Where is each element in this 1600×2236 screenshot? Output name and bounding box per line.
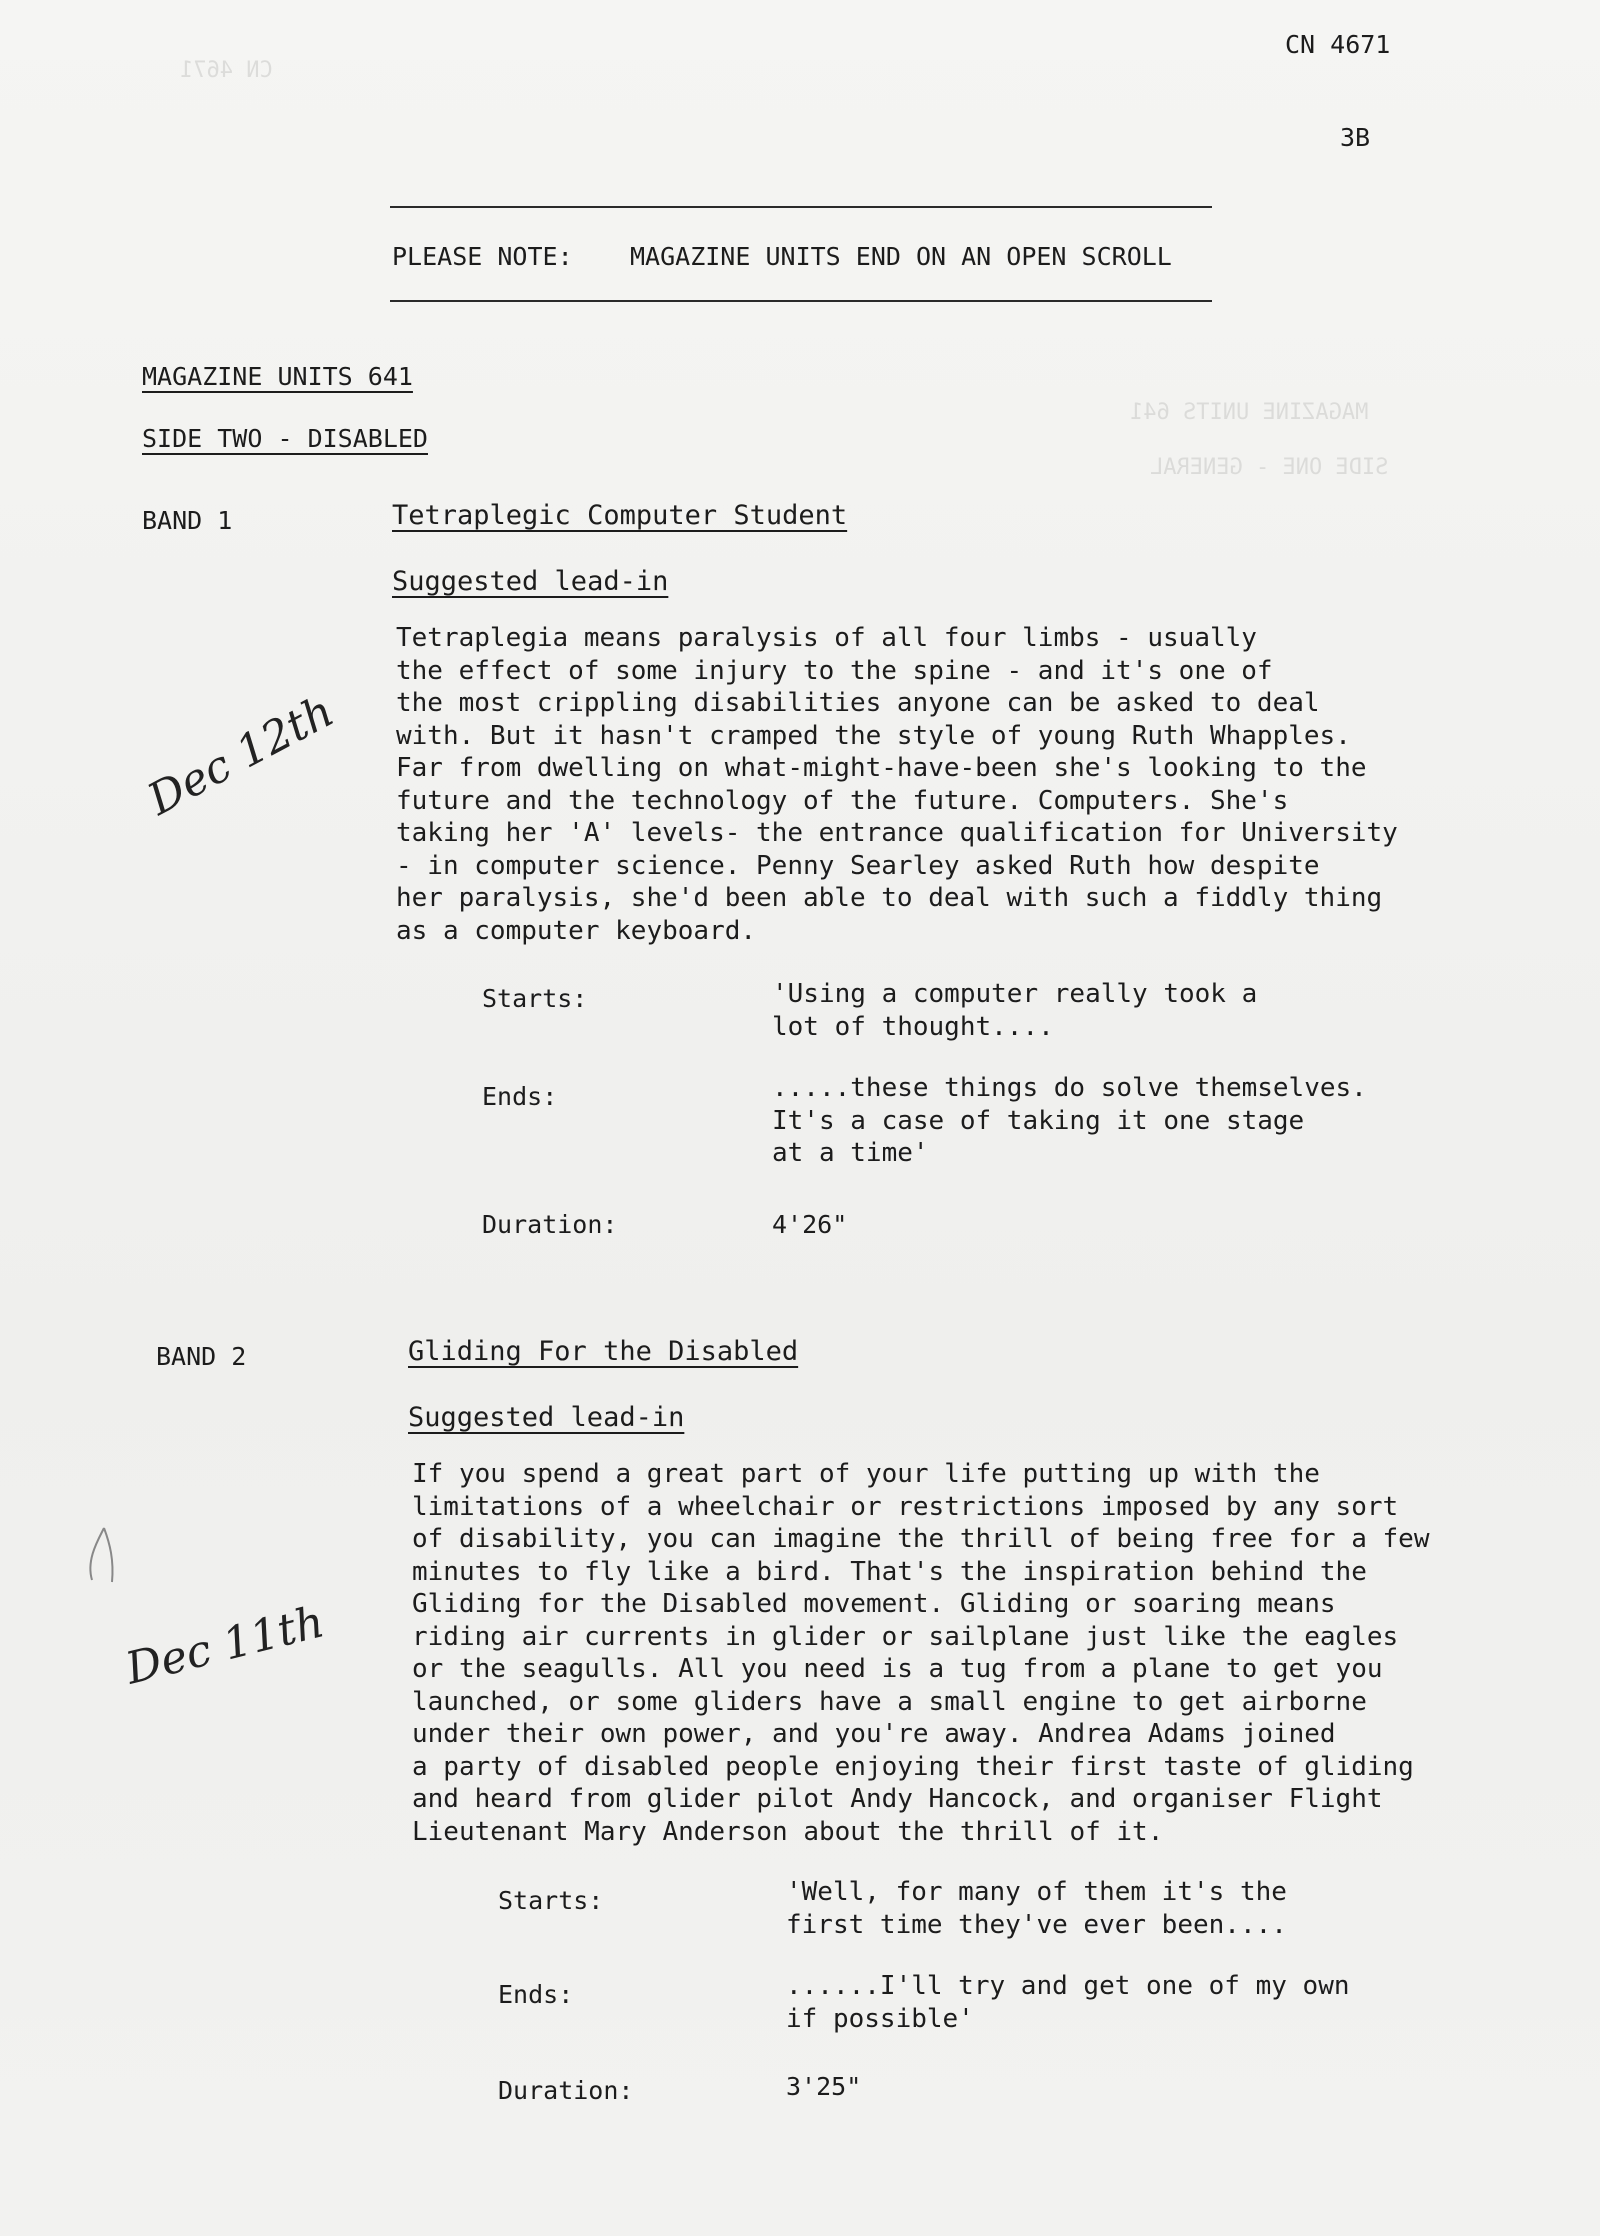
leadin-line: under their own power, and you're away. Andrea Adams joined [412, 1719, 1336, 1749]
band-2-title: Gliding For the Disabled [408, 1336, 799, 1367]
leadin-line: launched, or some gliders have a small engine to get airborne [412, 1686, 1367, 1717]
leadin-line: as a computer keyboard. [396, 915, 757, 946]
band-2-ends-label: Ends: [498, 1980, 574, 2009]
band-2-label: BAND 2 [156, 1342, 247, 1371]
starts-line: 'Using a computer really took a [772, 979, 1258, 1009]
leadin-line: Tetraplegia means paralysis of all four limbs - usually [396, 623, 1257, 653]
band-1-label: BAND 1 [142, 506, 233, 535]
band-1-duration-label: Duration: [482, 1210, 618, 1239]
leadin-line: Far from dwelling on what-might-have-been she's looking to the [396, 753, 1367, 783]
ends-line: ......I'll try and get one of my own [786, 1971, 1350, 2001]
ends-line: if possible' [786, 2003, 974, 2034]
leadin-line: and heard from glider pilot Andy Hancock, and organiser Flight [412, 1784, 1383, 1814]
ends-line: .....these things do solve themselves. [772, 1073, 1367, 1103]
band-1-leadin-text [396, 622, 1456, 947]
band-2-duration: 3'25" [786, 2072, 862, 2101]
leadin-line: Gliding for the Disabled movement. Gliding or soaring means [412, 1589, 1336, 1619]
band-2-leadin-text [412, 1458, 1492, 1848]
band-1-ends-label: Ends: [482, 1082, 558, 1111]
leadin-line: or the seagulls. All you need is a tug from a plane to get you [412, 1654, 1383, 1684]
starts-line: lot of thought.... [772, 1011, 1054, 1042]
leadin-line: Lieutenant Mary Anderson about the thrill of it. [412, 1816, 1164, 1847]
band-2-starts-text [786, 1876, 1506, 1941]
ends-line: at a time' [772, 1138, 929, 1168]
side-title: SIDE TWO - DISABLED [142, 424, 428, 453]
band-1-ends-text [772, 1072, 1492, 1170]
band-1-title: Tetraplegic Computer Student [392, 500, 848, 531]
starts-line: 'Well, for many of them it's the [786, 1877, 1287, 1907]
handwritten-date-note: Dec 12th [139, 685, 343, 826]
unit-title: MAGAZINE UNITS 641 [142, 362, 413, 391]
leadin-line: future and the technology of the future. Computers. She's [396, 785, 1289, 816]
band-1-leadin-label: Suggested lead-in [392, 566, 669, 597]
show-through-text: MAGAZINE UNITS 641 [1130, 400, 1369, 425]
note-text: MAGAZINE UNITS END ON AN OPEN SCROLL [630, 242, 1172, 271]
leadin-line: minutes to fly like a bird. That's the inspiration behind the [412, 1556, 1367, 1587]
show-through-text: SIDE ONE - GENERAL [1150, 455, 1389, 480]
band-1-starts-text [772, 978, 1472, 1043]
leadin-line: her paralysis, she'd been able to deal with such a fiddly thing [396, 883, 1383, 913]
scribble-mark-icon [84, 1520, 124, 1590]
note-label: PLEASE NOTE: [392, 242, 573, 271]
band-2-leadin-label: Suggested lead-in [408, 1402, 685, 1433]
band-2-starts-label: Starts: [498, 1886, 604, 1915]
page-number: 3B [1340, 123, 1371, 152]
band-1-duration: 4'26" [772, 1210, 848, 1239]
starts-line: first time they've ever been.... [786, 1909, 1287, 1940]
leadin-line: of disability, you can imagine the thrill of being free for a few [412, 1524, 1430, 1554]
leadin-line: If you spend a great part of your life putting up with the [412, 1459, 1320, 1489]
leadin-line: the effect of some injury to the spine - and it's one of [396, 655, 1273, 686]
band-1-starts-label: Starts: [482, 984, 588, 1013]
band-2-ends-text [786, 1970, 1506, 2035]
leadin-line: the most crippling disabilities anyone can be asked to deal [396, 688, 1320, 718]
leadin-line: with. But it hasn't cramped the style of young Ruth Whapples. [396, 720, 1351, 751]
leadin-line: a party of disabled people enjoying their first taste of gliding [412, 1751, 1414, 1782]
note-top-rule [390, 206, 1212, 208]
document-reference: CN 4671 [1285, 30, 1391, 59]
leadin-line: limitations of a wheelchair or restrictions imposed by any sort [412, 1491, 1399, 1522]
ends-line: It's a case of taking it one stage [772, 1105, 1305, 1136]
note-bottom-rule [390, 300, 1212, 302]
leadin-line: - in computer science. Penny Searley asked Ruth how despite [396, 850, 1320, 881]
handwritten-date-note: Dec 11th [120, 1596, 330, 1695]
leadin-line: taking her 'A' levels- the entrance qualification for University [396, 818, 1398, 848]
band-2-duration-label: Duration: [498, 2076, 634, 2105]
show-through-text: CN 4671 [180, 58, 273, 83]
leadin-line: riding air currents in glider or sailplane just like the eagles [412, 1621, 1399, 1652]
